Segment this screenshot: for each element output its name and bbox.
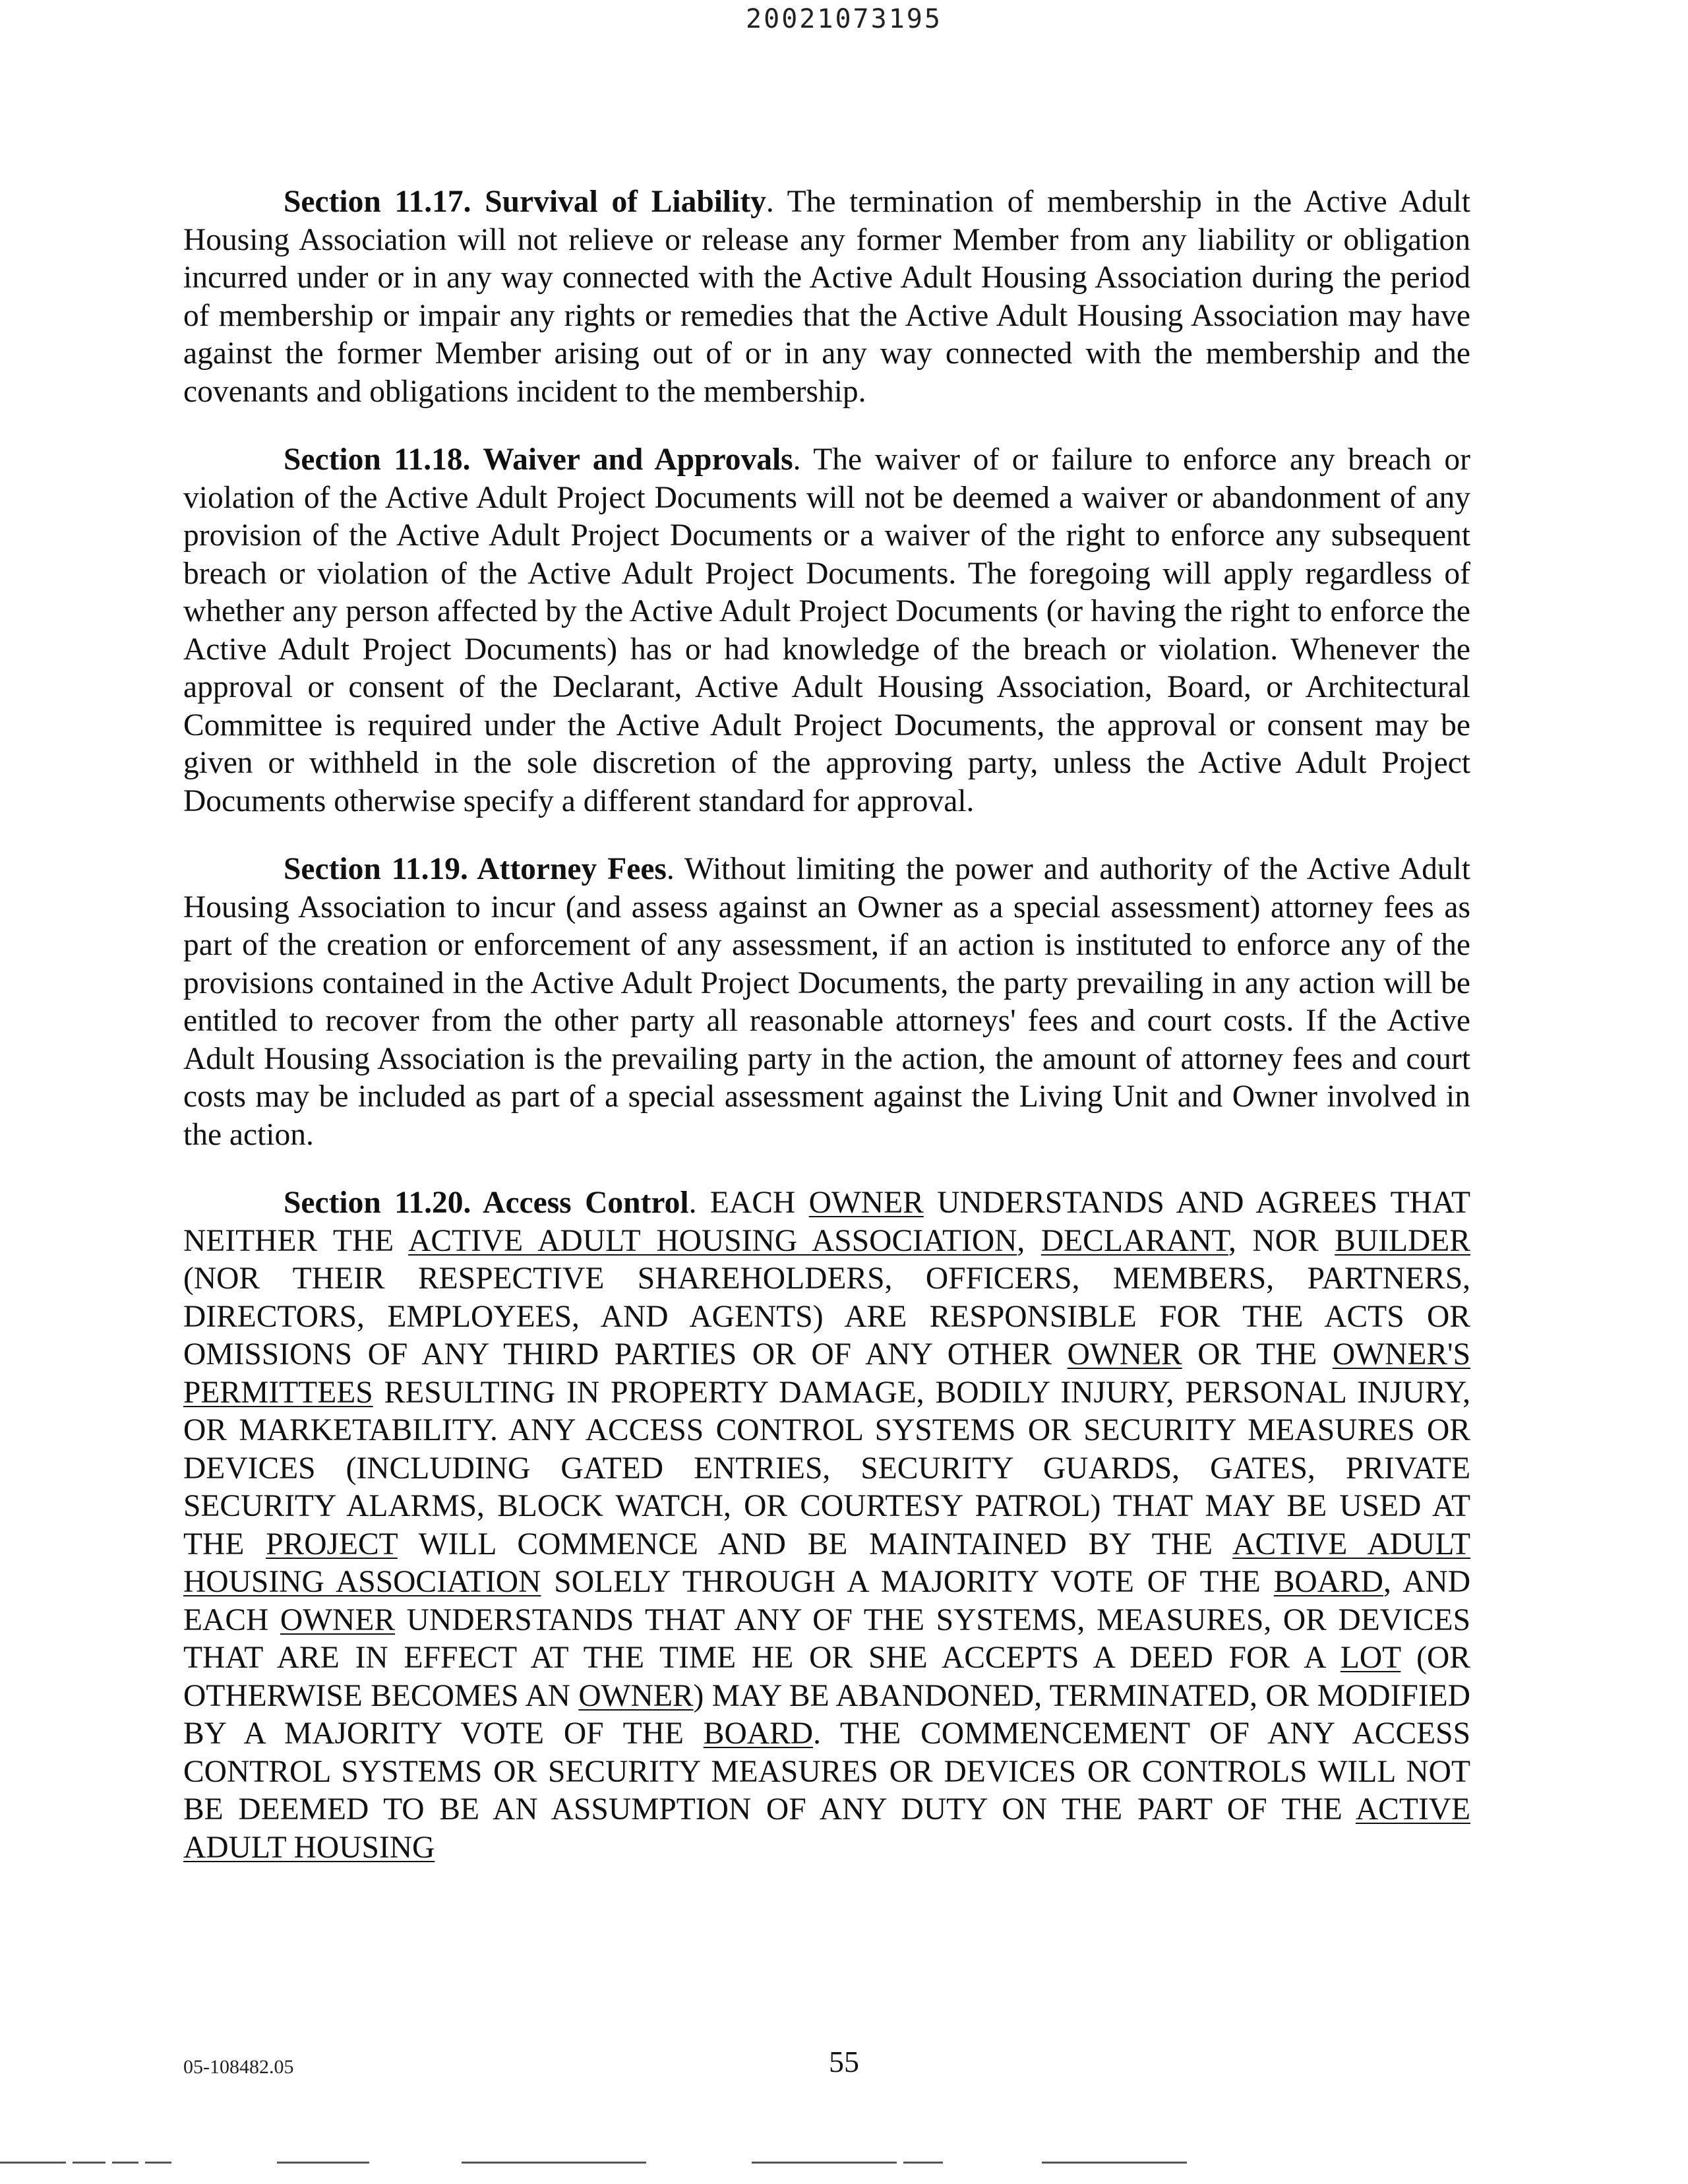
section-text: . The termination of membership in the Active Adult Housing Association will not relieve or release any former Member from any liability or obligation incurred under or in any way connected with the Active Adult Housing Association during the period of membership or impair any rights or remedies that the Active Adult Housing Association may have against the former Member arising out of or in any way connected with the membership and the covenants and obligations incident to the membership.	[183, 185, 1470, 409]
scan-mark	[112, 2162, 138, 2164]
section-heading: Section 11.18. Waiver and Approvals	[284, 442, 793, 477]
text-run: UNDERSTANDS THAT ANY OF THE SYSTEMS, MEASURES, OR DEVICES THAT ARE IN EFFECT AT THE TIME HE OR SHE ACCEPTS A DEED FOR A	[183, 1602, 1470, 1675]
scan-mark	[277, 2162, 369, 2164]
underlined-term: BUILDER	[1335, 1223, 1470, 1258]
underlined-term: DECLARANT	[1040, 1223, 1228, 1258]
section-11-20	[183, 1184, 1470, 1867]
text-run: SOLELY THROUGH A MAJORITY VOTE OF THE	[541, 1565, 1274, 1599]
scan-mark	[752, 2162, 897, 2164]
section-11-18	[183, 441, 1470, 820]
scan-mark	[145, 2162, 171, 2164]
underlined-term: ACTIVE ADULT HOUSING	[183, 1792, 1470, 1865]
section-11-19	[183, 851, 1470, 1154]
section-heading: Section 11.19. Attorney Fees	[284, 852, 667, 886]
underlined-term: BOARD	[703, 1716, 814, 1751]
document-number: 20021073195	[746, 4, 942, 34]
text-run: . EACH	[688, 1186, 809, 1220]
text-run: (OR OTHERWISE BECOMES AN	[183, 1641, 1470, 1713]
scan-mark	[903, 2162, 943, 2164]
text-run: WILL COMMENCE AND BE MAINTAINED BY THE	[397, 1527, 1233, 1562]
underlined-term: OWNER	[808, 1186, 924, 1220]
section-heading: Section 11.17. Survival of Liability	[284, 185, 766, 219]
page-number: 55	[829, 2045, 859, 2078]
document-body	[183, 183, 1470, 1867]
section-text: . Without limiting the power and authority of the Active Adult Housing Association to incur (and assess against an Owner as a special assessment) attorney fees as part of the creation or enforcement of any assessment, if an action is instituted to enforce any of the provisions contained in the Active Adult Project Documents, the party prevailing in any action will be entitled to recover from the other party all reasonable attorneys' fees and court costs. If the Active Adult Housing Association is the prevailing party in the action, the amount of attorney fees and court costs may be included as part of a special assessment against the Living Unit and Owner involved in the action.	[183, 852, 1470, 1152]
underlined-term: OWNER	[578, 1678, 694, 1713]
text-run: , AND EACH	[183, 1565, 1470, 1637]
text-run: , NOR	[1228, 1223, 1335, 1258]
section-11-17	[183, 183, 1470, 411]
scan-mark	[462, 2162, 646, 2164]
section-heading: Section 11.20. Access Control	[284, 1186, 689, 1220]
underlined-term: LOT	[1340, 1641, 1401, 1675]
scan-artifact-marks	[0, 2162, 1688, 2167]
text-run: ) MAY BE ABANDONED, TERMINATED, OR MODIFIED BY A MAJORITY VOTE OF THE	[183, 1678, 1470, 1751]
underlined-term: OWNER'S PERMITTEES	[183, 1337, 1470, 1410]
underlined-term: ACTIVE ADULT HOUSING ASSOCIATION	[408, 1223, 1017, 1258]
underlined-term: OWNER	[1067, 1337, 1182, 1372]
scan-mark	[0, 2162, 66, 2164]
text-run: . THE COMMENCEMENT OF ANY ACCESS CONTROL SYSTEMS OR SECURITY MEASURES OR DEVICES OR CONTROLS WILL NOT BE DEEMED TO BE AN ASSUMPTION OF ANY DUTY ON THE PART OF THE	[183, 1716, 1471, 1827]
underlined-term: ACTIVE ADULT HOUSING ASSOCIATION	[183, 1527, 1470, 1599]
scan-mark	[73, 2162, 106, 2164]
underlined-term: OWNER	[280, 1602, 396, 1637]
text-run: UNDERSTANDS AND AGREES THAT NEITHER THE	[183, 1186, 1470, 1258]
footer-document-id: 05-108482.05	[183, 2056, 294, 2078]
underlined-term: BOARD	[1273, 1565, 1383, 1599]
text-run: RESULTING IN PROPERTY DAMAGE, BODILY INJURY, PERSONAL INJURY, OR MARKETABILITY. ANY ACCESS CONTROL SYSTEMS OR SECURITY MEASURES OR DEVICES (INCLUDING GATED ENTRIES, SECURITY GUARDS, GATES, PRIVATE SECURITY ALARMS, BLOCK WATCH, OR COURTESY PATROL) THAT MAY BE USED AT THE	[183, 1375, 1470, 1562]
underlined-term: PROJECT	[266, 1527, 398, 1562]
scan-mark	[1042, 2162, 1187, 2164]
text-run: (NOR THEIR RESPECTIVE SHAREHOLDERS, OFFICERS, MEMBERS, PARTNERS, DIRECTORS, EMPLOYEES, AND AGENTS) ARE RESPONSIBLE FOR THE ACTS OR OMISSIONS OF ANY THIRD PARTIES OR OF ANY OTHER	[183, 1261, 1470, 1372]
text-run: ,	[1017, 1223, 1041, 1258]
section-text: . The waiver of or failure to enforce any breach or violation of the Active Adult Project Documents will not be deemed a waiver or abandonment of any provision of the Active Adult Project Documents or a waiver of the right to enforce any subsequent breach or violation of the Active Adult Project Documents. The foregoing will apply regardless of whether any person affected by the Active Adult Project Documents (or having the right to enforce the Active Adult Project Documents) has or had knowledge of the breach or violation. Whenever the approval or consent of the Declarant, Active Adult Housing Association, Board, or Architectural Committee is required under the Active Adult Project Documents, the approval or consent may be given or withheld in the sole discretion of the approving party, unless the Active Adult Project Documents otherwise specify a different standard for approval.	[183, 442, 1470, 818]
text-run: OR THE	[1182, 1337, 1333, 1372]
